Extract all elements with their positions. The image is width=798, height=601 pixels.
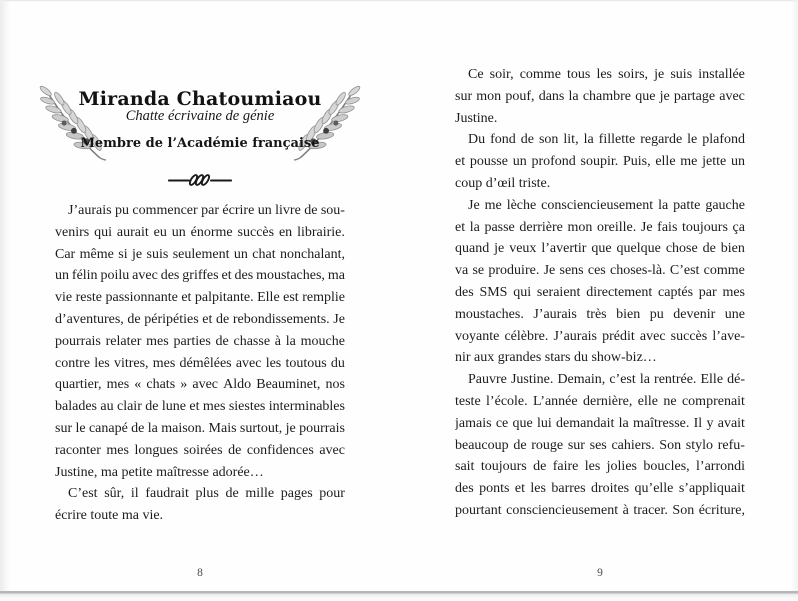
text-line: écrire toute ma vie. [55,508,164,524]
text-line: teste l’école. L’année dernière, elle ne comprenait [455,393,745,409]
page-edge-right [791,0,798,601]
chapter-subtitle: Chatte écrivaine de génie [125,108,275,124]
text-line: pourtant consciencieusement à tracer. Son écriture, [455,502,745,518]
page-edge-top [0,0,798,2]
text-line: coup d’œil triste. [455,175,551,191]
text-line: un félin poilu avec des griffes et des moustaches, ma [55,268,345,284]
text-line: contre les vitres, mes démêlées avec les toutous du [55,355,345,371]
page-body-text [455,64,745,522]
text-line: voyante célèbre. J’aurais prédit avec succès l’ave- [455,328,745,344]
text-line: quand je veux l’avertir que quelque chose de bien [455,241,745,257]
text-line: des SMS qui seraient directement captés par mes [455,284,745,300]
text-line: nir aux grandes stars du show-biz… [455,350,657,366]
text-line: et pousse un profond soupir. Puis, elle me jette un [455,154,745,170]
text-line: sur le canapé de la maison. Mais surtout, je pourrais [55,420,345,436]
text-line: raconter mes longues soirées de confidences avec [55,442,345,458]
text-line: venirs qui aurait eu un énorme succès en librairie. [55,224,345,240]
text-line: Du fond de son lit, la fillette regarde le plafond [468,132,745,148]
page-number-right: 9 [597,567,603,579]
text-line: Car même si je suis seulement un chat nonchalant, [55,246,345,262]
page-edge-left [0,0,10,601]
text-line: C’est sûr, il faudrait plus de mille pages pour [68,486,345,502]
text-line: Justine. [455,110,498,126]
text-line: sait toujours de faire les jolies boucles, l’arrondi [455,459,745,475]
text-line: jamais ce que lui demandait la maîtresse. Il y avait [455,415,745,431]
text-line: quartier, mes « chats » avec Aldo Beauminet, nos [55,377,345,393]
text-line: Je me lèche consciencieusement la patte gauche [468,197,745,213]
text-line: sur mon pouf, dans la chambre que je partage avec [455,88,745,104]
text-line: Pauvre Justine. Demain, c’est la rentrée. Elle dé- [468,372,745,388]
page-number-left: 8 [197,567,203,579]
text-line: des ponts et les barres droites qu’elle s’appliquait [455,481,745,497]
text-line: vie reste passionnante et palpitante. Elle est remplie [55,290,345,306]
text-line: et la passe derrière mon oreille. Je fais toujours ça [455,219,745,235]
chapter-title: Miranda Chatoumiaou [78,87,322,110]
text-line: d’aventures, de péripéties et de rebondissements. Je [55,311,345,327]
text-line: moustaches. J’aurais très bien pu devenir une [455,306,745,322]
text-line: Justine, ma petite maîtresse adorée… [55,464,264,480]
page-edge-shadow [0,591,798,601]
chapter-membership: Membre de l’Académie française [80,136,320,151]
text-line: balades au clair de lune et mes siestes interminables [55,399,345,415]
text-line: beaucoup de rouge sur ses cahiers. Son stylo refu- [455,437,745,453]
text-line: Ce soir, comme tous les soirs, je suis installée [468,67,745,82]
text-line: va se produire. Je sens ces choses-là. C’est comme [455,263,745,279]
text-line: pourrais relater mes parties de chasse à la mouche [55,333,345,349]
text-line: J’aurais pu commencer par écrire un livre de sou- [68,203,345,218]
